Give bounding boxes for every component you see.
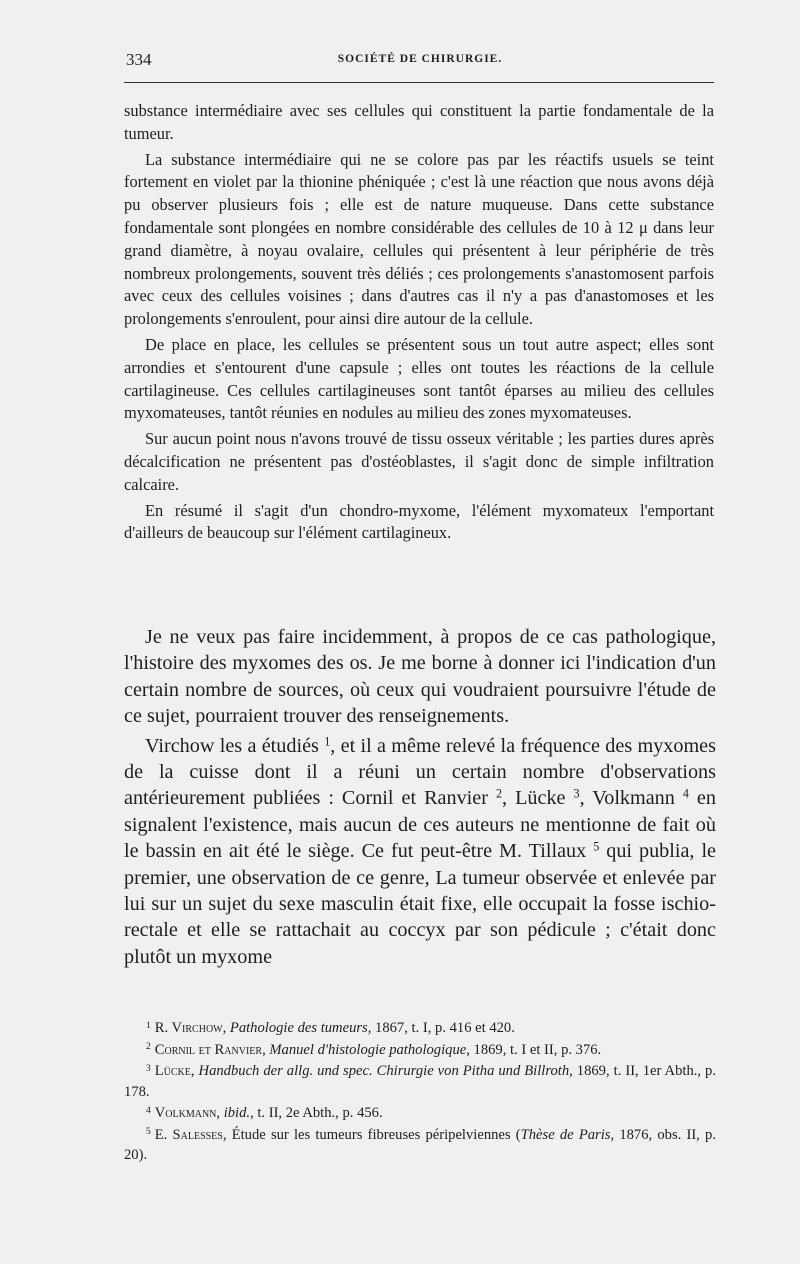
report-paragraph: La substance intermédiaire qui ne se colore pas par les réactifs usuels se teint fortement en violet par la thionine phéniquée ; c'est là une réaction que nous avons déjà pu observer plusieurs fois ; elle est de nature muqueuse. Dans cette substance fondamentale sont plongées en nombre considérable des cellules de 10 à 12 μ dans leur grand diamètre, à noyau ovalaire, cellules qui présentent à leur périphérie de très nombreux prolongements, souvent très déliés ; ces prolongements s'anastomosent parfois avec ceux des cellules voisines ; dans d'autres cas il n'y a pas d'anastomoses et les prolongements s'enroulent, pour ainsi dire autour de la cellule.: [124, 149, 714, 329]
footnote-title: Pathologie des tumeurs: [229, 1020, 368, 1036]
footnotes: [124, 1018, 716, 1167]
footnote-details: , 1869, t. II, 1er Abth., p. 178.: [124, 1063, 716, 1100]
page-number: 334: [126, 50, 152, 69]
footnote-author: Volkmann: [154, 1105, 217, 1121]
main-text: [124, 624, 716, 973]
footnote-author: E. Salesses: [154, 1126, 223, 1143]
footnote-author: R. Virchow: [154, 1020, 223, 1036]
footnote-text: , Étude sur les tumeurs fibreuses péripelviennes (: [222, 1126, 521, 1143]
footnote-details: , 1876, obs. II, p. 20).: [124, 1126, 716, 1163]
footnote-details: , 1869, t. I et II, p. 376.: [466, 1041, 602, 1058]
footnote-marker: 5: [146, 1127, 151, 1138]
footnote-title: Thèse de Paris: [520, 1126, 611, 1143]
footnote-author: Lücke: [154, 1063, 191, 1079]
footnote-title: ibid.: [223, 1105, 251, 1121]
footnote: $^3$ Lücke, Handbuch der allg. und spec. Chirurgie von Pitha und Billroth, 1869, t. II, 1er Abth., p. 178.: [124, 1063, 716, 1100]
footnote-details: , t. II, 2e Abth., p. 456.: [250, 1105, 383, 1121]
footnote-ref: 2: [495, 786, 503, 801]
footnote-ref: 5: [593, 839, 600, 854]
footnote-title: Handbuch der allg. und spec. Chirurgie von Pitha und Billroth: [198, 1063, 570, 1079]
footnote-title: Manuel d'histologie pathologique: [269, 1041, 467, 1058]
body-paragraph: [124, 733, 716, 971]
footnote: [124, 1125, 716, 1166]
report-paragraph: De place en place, les cellules se présentent sous un tout autre aspect; elles sont arrondies et s'entourent d'une capsule ; elles ont toutes les réactions de la cellule cartilagineuse. Ces cellules cartilagineuses sont tantôt éparses au milieu des cellules myxomateuses, tantôt réunies en nodules au milieu des zones myxomateuses.: [124, 334, 714, 423]
footnote-ref: 1: [324, 733, 331, 748]
footnote-ref: 3: [573, 786, 580, 801]
text-run: , et il a même relevé la fréquence des myxomes de la cuisse dont il a réuni un certain nombre d'observations antérieurement publiées : Cornil et Ranvier: [124, 734, 716, 810]
text-run: qui publia, le premier, une observation de ce genre, La tumeur observée et enlevée par lui sur un sujet du sexe masculin était fixe, elle occupait la fosse ischio-rectale et elle se rattachait au coccyx par son pédicule ; c'était donc plutôt un myxome: [124, 840, 717, 968]
footnote-details: , 1867, t. I, p. 416 et 420.: [367, 1020, 515, 1036]
footnote: $^2$ Cornil et Ranvier, Manuel d'histologie pathologique, 1869, t. I et II, p. 376.: [146, 1041, 602, 1058]
histology-report: [124, 100, 714, 548]
footnote: $^4$ Volkmann, ibid., t. II, 2e Abth., p. 456.: [146, 1105, 383, 1121]
header-rule: [124, 82, 714, 83]
page-header: [124, 50, 716, 74]
report-paragraph: substance intermédiaire avec ses cellules qui constituent la partie fondamentale de la tumeur.: [124, 101, 714, 143]
report-paragraph: Sur aucun point nous n'avons trouvé de tissu osseux véritable ; les parties dures après décalcification ne présentent pas d'ostéoblastes, il s'agit donc de simple infiltration calcaire.: [124, 429, 714, 494]
text-run: en signalent l'existence, mais aucun de ces auteurs ne mentionne de fait où le bassin en ait été le siège. Ce fut peut-être M. Tillaux: [124, 787, 716, 863]
text-run: Virchow les a étudiés: [145, 734, 325, 757]
footnote-marker: 2: [146, 1042, 151, 1053]
footnote-marker: 4: [146, 1105, 151, 1116]
footnote-marker: 3: [146, 1063, 151, 1074]
footnote-marker: 1: [146, 1020, 151, 1031]
running-title: SOCIÉTÉ DE CHIRURGIE.: [337, 53, 503, 65]
footnote: $^1$ R. Virchow, Pathologie des tumeurs, 1867, t. I, p. 416 et 420.: [146, 1020, 515, 1036]
text-run: , Lücke: [502, 787, 574, 810]
report-paragraph: En résumé il s'agit d'un chondro-myxome, l'élément myxomateux l'emportant d'ailleurs de beaucoup sur l'élément cartilagineux.: [124, 500, 714, 543]
text-run: , Volkmann: [579, 787, 683, 810]
body-paragraph: Je ne veux pas faire incidemment, à propos de ce cas pathologique, l'histoire des myxomes des os. Je me borne à donner ici l'indication d'un certain nombre de sources, où ceux qui voudraient poursuivre l'étude de ce sujet, pourraient trouver des renseignements.: [124, 626, 716, 728]
footnote-ref: 4: [682, 786, 689, 801]
footnote-author: Cornil et Ranvier: [154, 1041, 263, 1058]
